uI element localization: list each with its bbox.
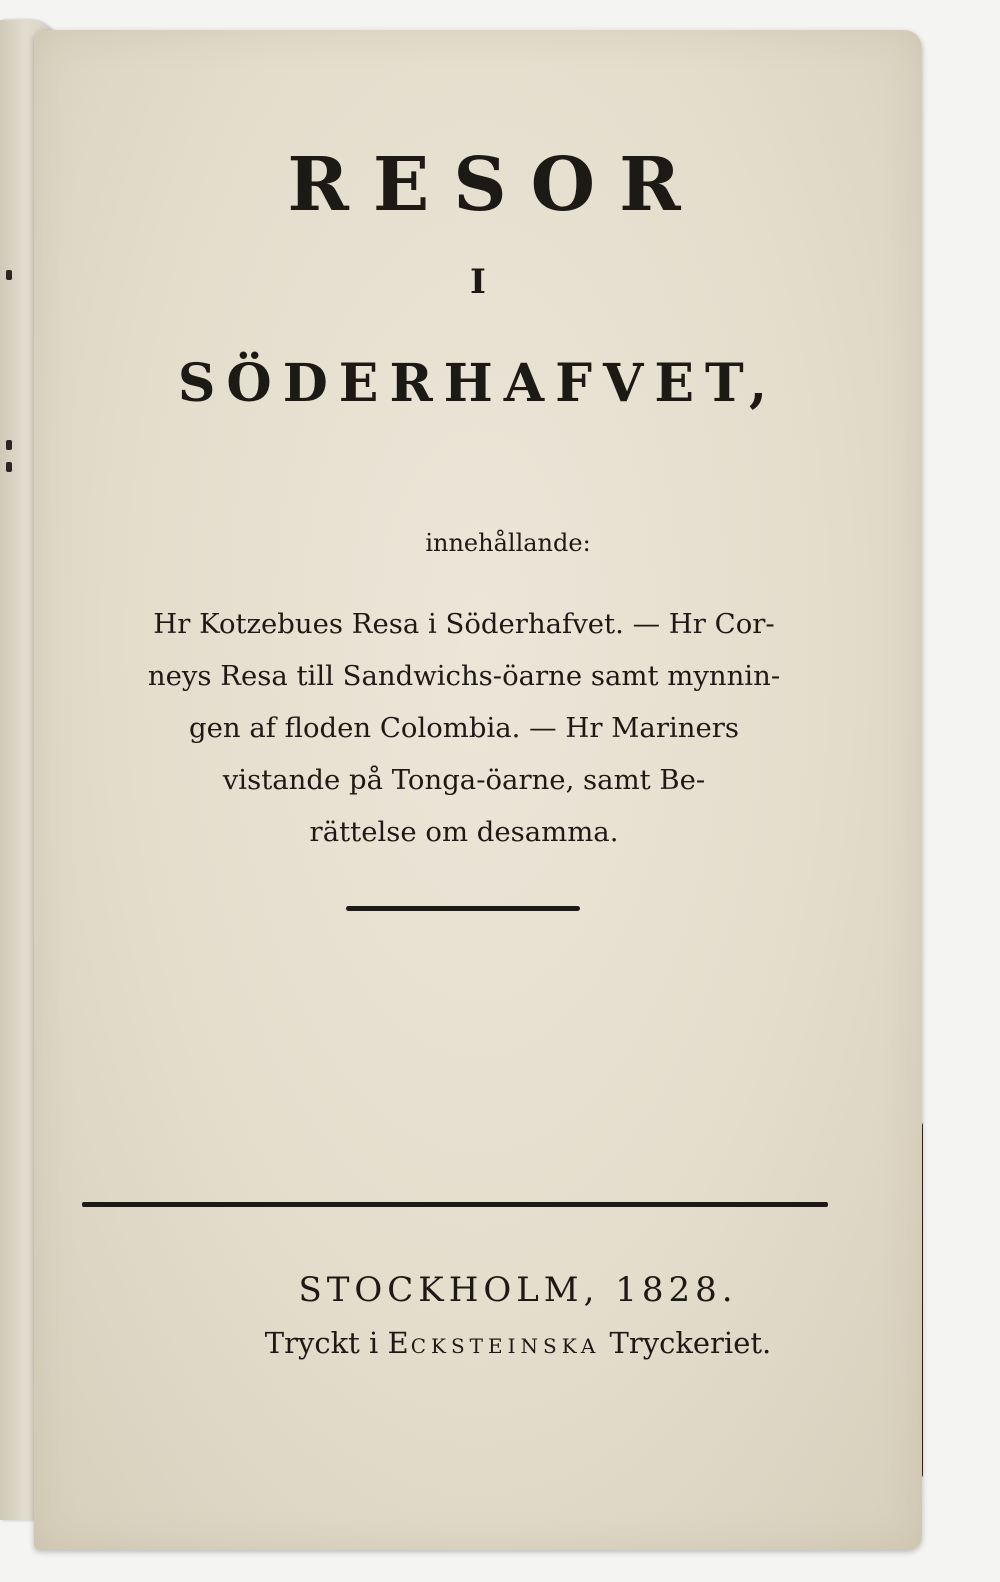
ink-mark [6,440,12,450]
title-place: SÖDERHAFVET, [177,353,779,414]
description-line: vistande på Tonga-öarne, samt Be- [222,764,706,796]
ornamental-rule [346,906,580,911]
imprint-rule [82,1202,828,1207]
title-conjunction: I [470,262,486,302]
description-line: rättelse om desamma. [309,816,619,848]
description-line: Hr Kotzebues Resa i Söderhafvet. — Hr Cor- [153,608,775,640]
printer-name: CKSTEINSKA [410,1334,601,1358]
imprint-printer [74,1325,962,1364]
printer-prefix: Tryckt i [264,1326,379,1360]
contents-label: innehållande: [425,529,591,557]
contents-description [64,598,864,858]
description-line: gen af floden Colombia. — Hr Mariners [188,712,740,744]
ink-mark [6,270,12,280]
description-line: neys Resa till Sandwichs-öarne samt mynnin- [147,660,781,692]
printer-suffix: Tryckeriet. [609,1326,772,1360]
imprint-city-year: STOCKHOLM, 1828. [298,1270,738,1310]
ink-mark [6,462,12,472]
printer-initial: E [387,1326,411,1360]
title-page [34,30,922,1550]
book-title: RESOR [287,142,705,228]
